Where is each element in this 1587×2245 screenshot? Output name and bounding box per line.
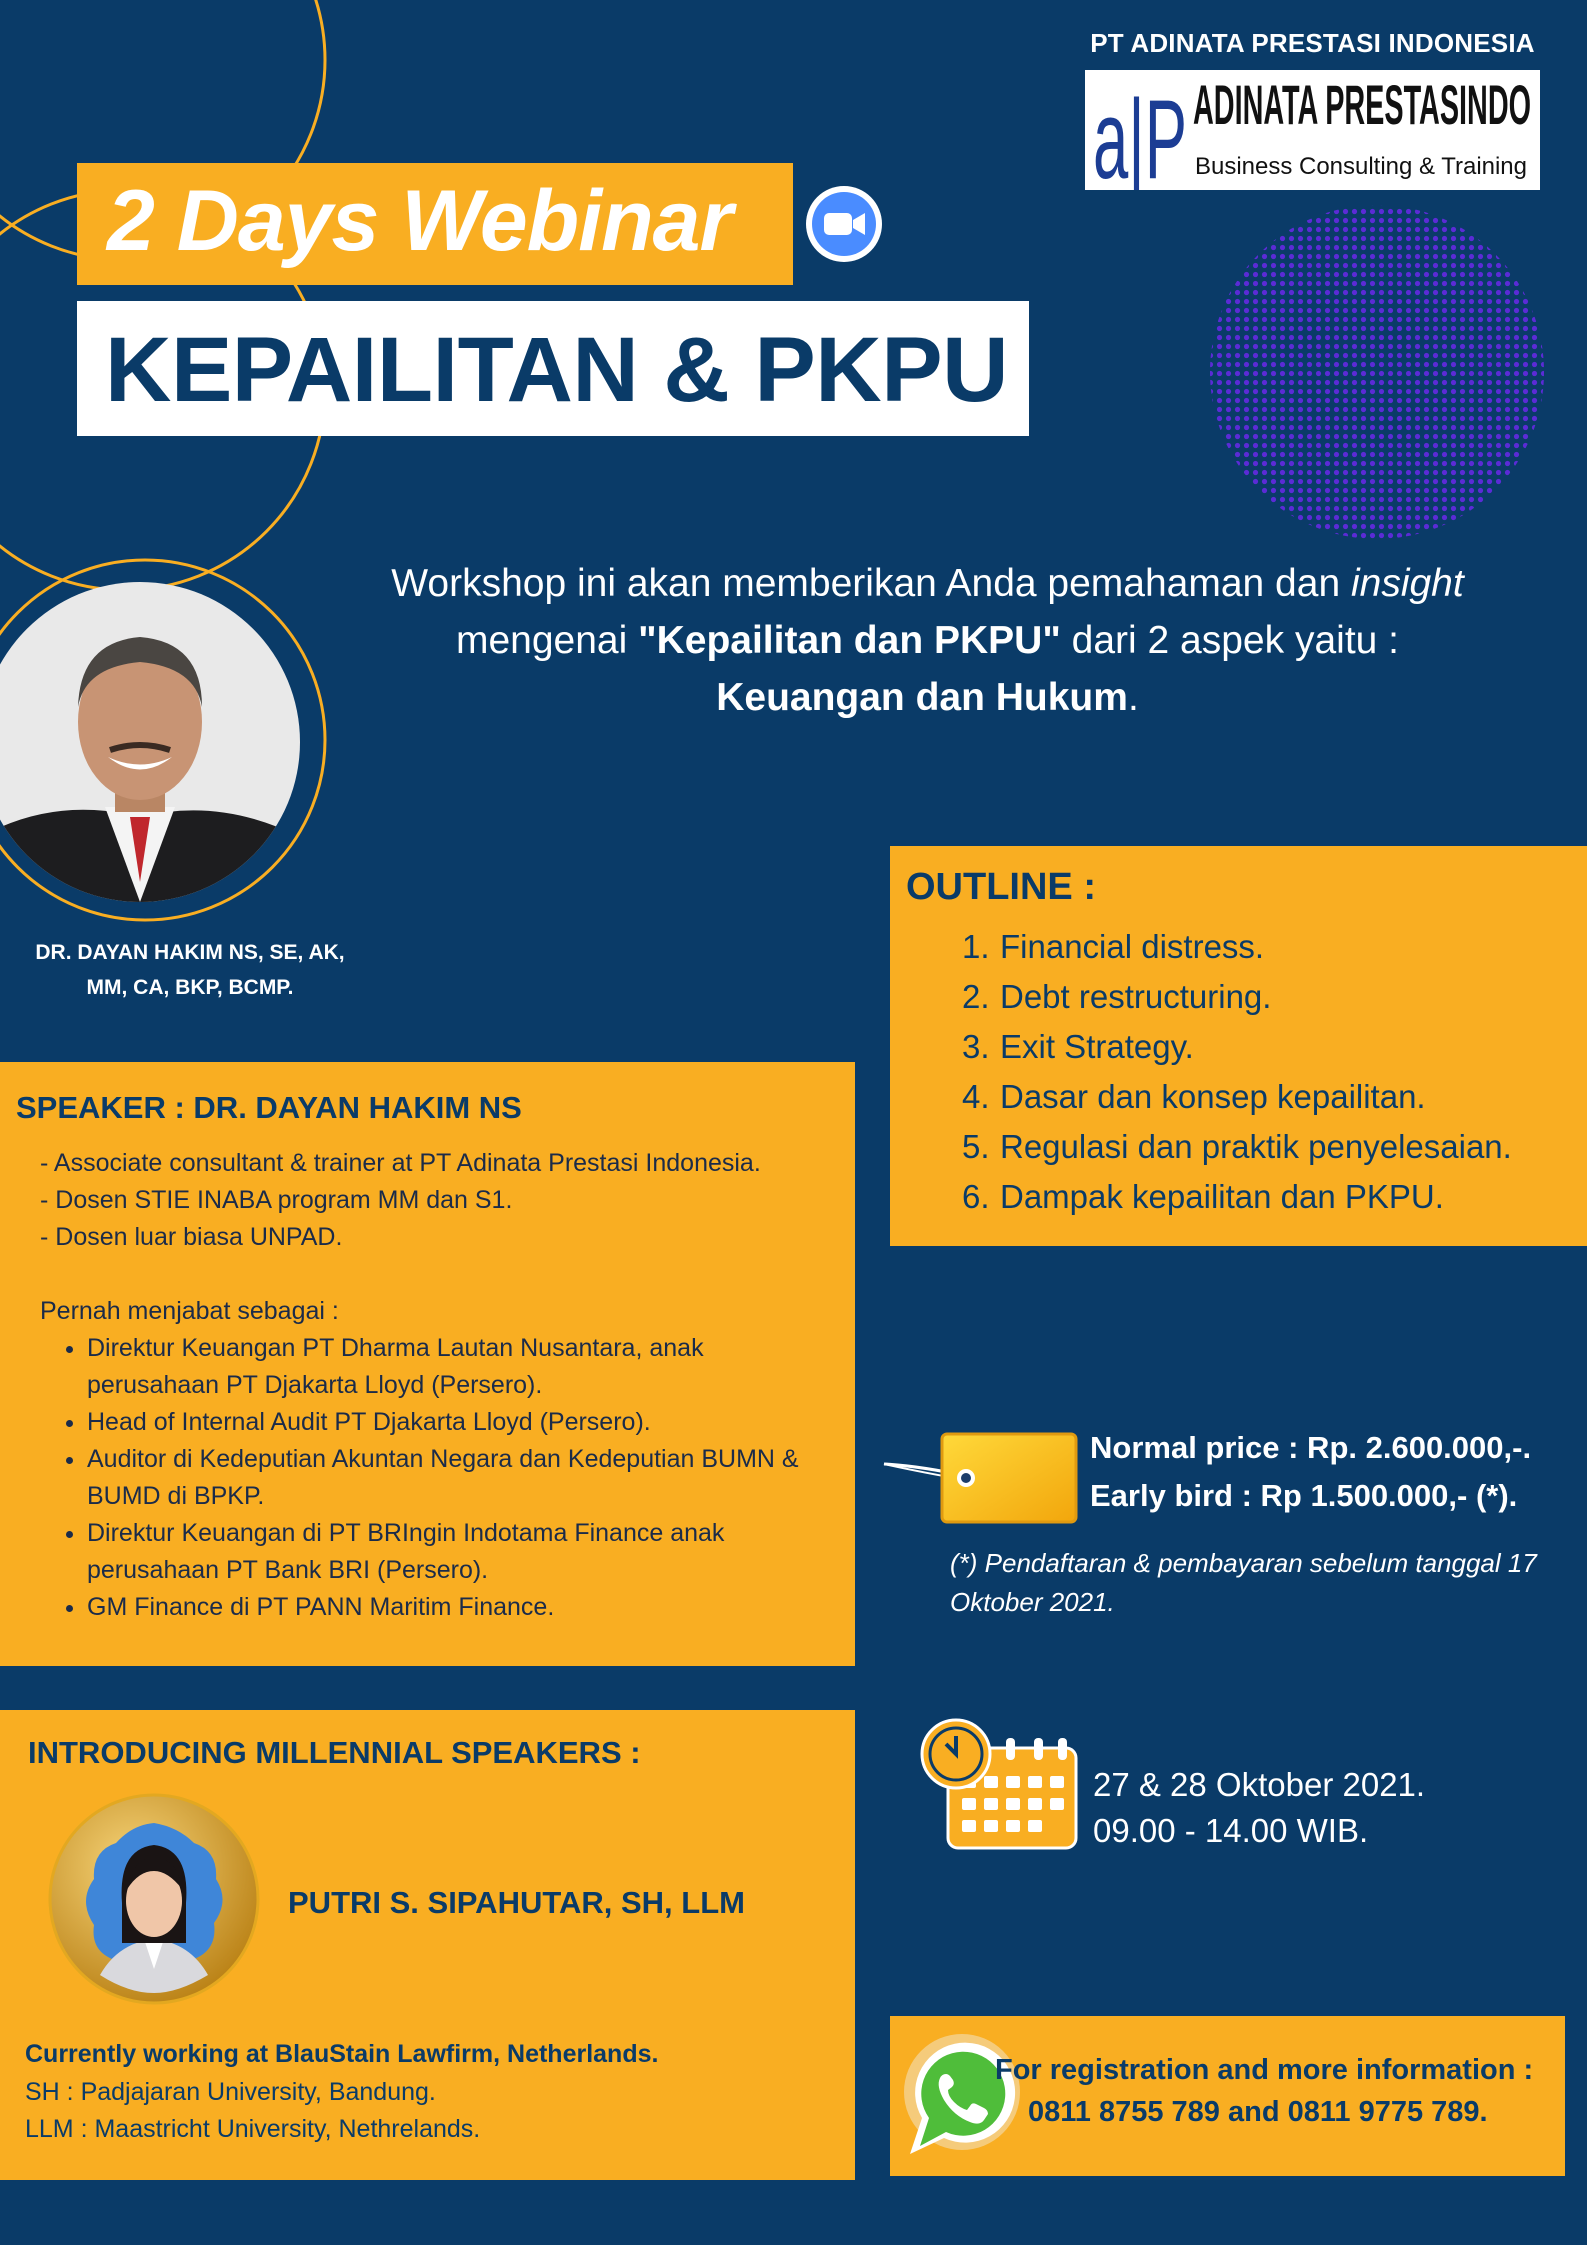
early-bird-price: Early bird : Rp 1.500.000,- (*).: [1090, 1478, 1518, 1513]
registration-phones: 0811 8755 789 and 0811 9775 789.: [1028, 2096, 1488, 2128]
logo-graphic: [1085, 70, 1540, 190]
calendar-clock-icon: [918, 1718, 1080, 1853]
outline-item: 3. Exit Strategy.: [962, 1028, 1194, 1065]
outline-item: 6. Dampak kepailitan dan PKPU.: [962, 1178, 1444, 1215]
zoom-video-icon: [806, 186, 882, 262]
outline-list: [962, 922, 1512, 1222]
price-note: (*) Pendaftaran & pembayaran sebelum tanggal 17 Oktober 2021.: [950, 1548, 1537, 1617]
logo-brand: ADINATA PRESTASINDO: [1193, 73, 1531, 136]
main-speaker-line2: MM, CA, BKP, BCMP.: [86, 976, 294, 999]
outline-item: 2. Debt restructuring.: [962, 978, 1272, 1015]
role-item: - Dosen luar biasa UNPAD.: [40, 1223, 343, 1251]
role-item: - Dosen STIE INABA program MM dan S1.: [40, 1186, 513, 1214]
past-label: Pernah menjabat sebagai :: [40, 1297, 339, 1325]
past-position-item: • Auditor di Kedeputian Akuntan Negara dan Kedeputian BUMN & BUMD di BPKP.: [87, 1441, 840, 1515]
main-speaker-line1: DR. DAYAN HAKIM NS, SE, AK,: [35, 941, 345, 964]
millennial-title: INTRODUCING MILLENNIAL SPEAKERS :: [28, 1735, 641, 1770]
speaker-title: SPEAKER : DR. DAYAN HAKIM NS: [16, 1090, 522, 1125]
event-time: 09.00 - 14.00 WIB.: [1093, 1812, 1369, 1849]
outline-title: OUTLINE :: [906, 866, 1096, 908]
event-type: 2 Days Webinar: [107, 173, 732, 269]
past-positions-list: [40, 1330, 840, 1626]
dotted-purple-sphere: [1210, 205, 1544, 539]
outline-item: 4. Dasar dan konsep kepailitan.: [962, 1078, 1426, 1115]
normal-price: Normal price : Rp. 2.600.000,-.: [1090, 1430, 1532, 1465]
role-item: - Associate consultant & trainer at PT Adinata Prestasi Indonesia.: [40, 1149, 761, 1177]
company-logo: [1085, 70, 1540, 190]
main-speaker-name: [10, 935, 370, 1005]
outline-item: 1. Financial distress.: [962, 928, 1265, 965]
outline-item: 5. Regulasi dan praktik penyelesaian.: [962, 1128, 1512, 1165]
logo-mark: a|P: [1093, 77, 1187, 190]
registration-info: For registration and more information :: [995, 2054, 1534, 2086]
event-title: KEPAILITAN & PKPU: [105, 319, 1009, 421]
company-name: PT ADINATA PRESTASI INDONESIA: [1090, 28, 1535, 58]
event-date: 27 & 28 Oktober 2021.: [1093, 1766, 1426, 1803]
past-position-item: • Direktur Keuangan PT Dharma Lautan Nusantara, anak perusahaan PT Djakarta Lloyd (Persero).: [87, 1330, 840, 1404]
past-position-item: • Head of Internal Audit PT Djakarta Lloyd (Persero).: [87, 1404, 840, 1441]
logo-tagline: Business Consulting & Training: [1195, 153, 1527, 180]
speaker-details: [40, 1145, 840, 1626]
whatsapp-icon: [896, 2030, 1026, 2165]
millennial-speaker-photo: [48, 1793, 260, 2005]
intro-text: Workshop ini akan memberikan Anda pemahaman dan insight mengenai "Kepailitan dan PKPU" dari 2 aspek yaitu : Keuangan dan Hukum.: [391, 562, 1464, 719]
price-tag-icon: [880, 1428, 1080, 1528]
millennial-current-job: Currently working at BlauStain Lawfirm, Netherlands.: [25, 2040, 659, 2068]
millennial-llm-education: LLM : Maastricht University, Nethrelands.: [25, 2115, 481, 2143]
past-position-item: • GM Finance di PT PANN Maritim Finance.: [87, 1589, 840, 1626]
past-position-item: • Direktur Keuangan di PT BRIngin Indotama Finance anak perusahaan PT Bank BRI (Persero).: [87, 1515, 840, 1589]
millennial-sh-education: SH : Padjajaran University, Bandung.: [25, 2078, 436, 2106]
millennial-speaker-name: PUTRI S. SIPAHUTAR, SH, LLM: [288, 1885, 745, 1920]
